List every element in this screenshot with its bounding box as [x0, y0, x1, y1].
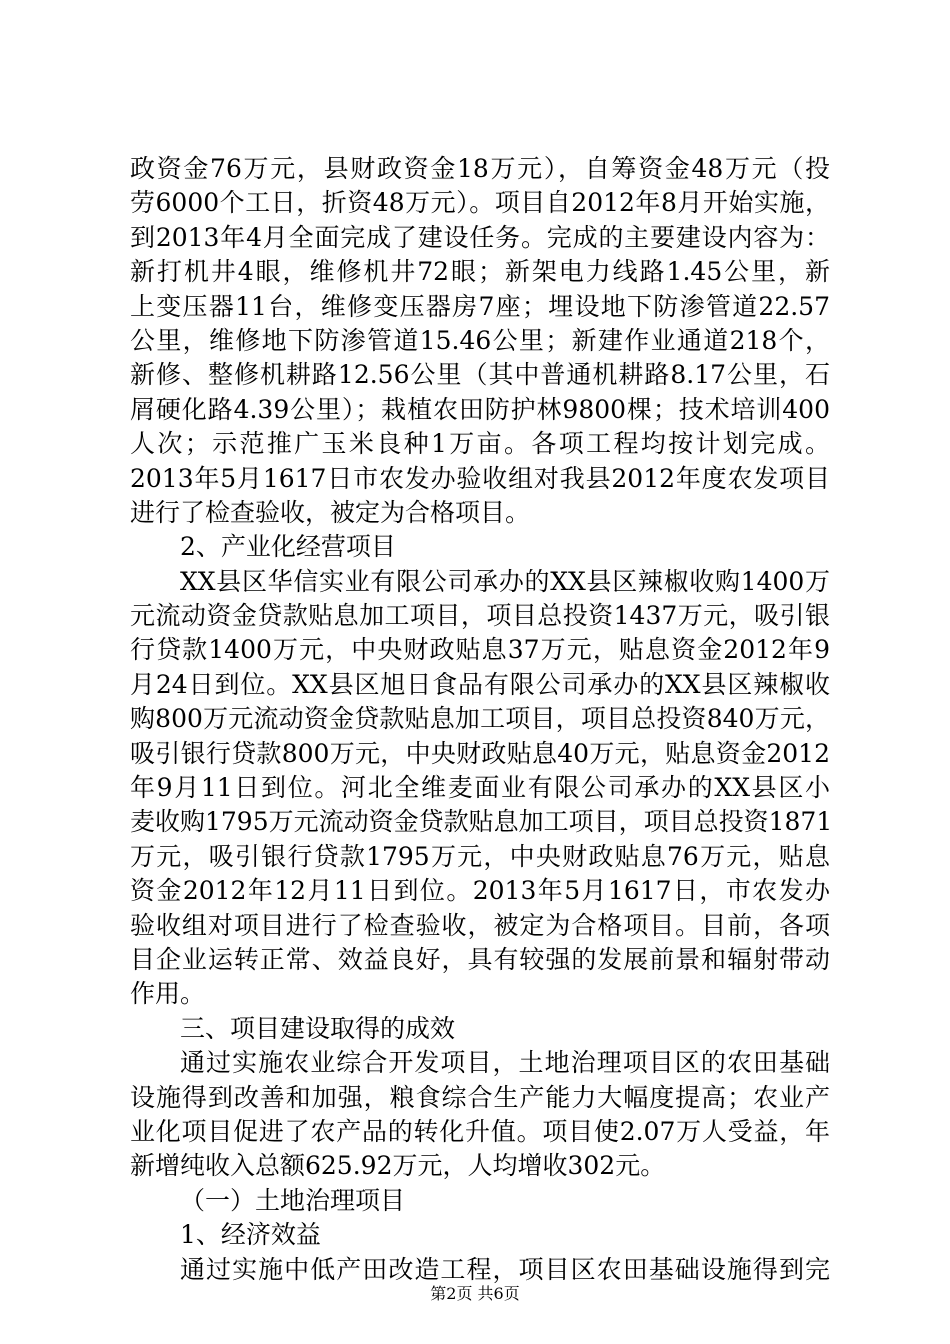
text-line: （一）土地治理项目	[180, 1185, 406, 1215]
text-line: 三、项目建设取得的成效	[180, 1013, 456, 1043]
text-line: 元流动资金贷款贴息加工项目，项目总投资1437万元，吸引银	[130, 601, 830, 631]
text-line: 进行了检查验收，被定为合格项目。	[130, 497, 531, 527]
page-footer	[0, 1284, 950, 1304]
text-line: 验收组对项目进行了检查验收，被定为合格项目。目前，各项	[130, 910, 830, 940]
text-line: 月24日到位。XX县区旭日食品有限公司承办的XX县区辣椒收	[130, 669, 830, 699]
text-line: XX县区华信实业有限公司承办的XX县区辣椒收购1400万	[180, 566, 830, 596]
text-line: 新增纯收入总额625.92万元，人均增收302元。	[130, 1151, 666, 1181]
text-line: 行贷款1400万元，中央财政贴息37万元，贴息资金2012年9	[130, 635, 830, 665]
text-line: 目企业运转正常、效益良好，具有较强的发展前景和辐射带动	[130, 944, 830, 974]
text-line: 2013年5月1617日市农发办验收组对我县2012年度农发项目	[130, 463, 830, 493]
text-line: 资金2012年12月11日到位。2013年5月1617日，市农发办	[130, 876, 830, 906]
text-line: 业化项目促进了农产品的转化升值。项目使2.07万人受益，年	[130, 1116, 830, 1146]
text-line: 设施得到改善和加强，粮食综合生产能力大幅度提高；农业产	[130, 1082, 830, 1112]
text-line: 通过实施中低产田改造工程，项目区农田基础设施得到完	[180, 1254, 830, 1284]
text-line: 吸引银行贷款800万元，中央财政贴息40万元，贴息资金2012	[130, 738, 830, 768]
text-line: 作用。	[130, 979, 206, 1009]
text-line: 劳6000个工日，折资48万元）。项目自2012年8月开始实施，	[130, 188, 830, 218]
text-line: 政资金76万元，县财政资金18万元），自筹资金48万元（投	[130, 154, 830, 183]
text-line: 2、产业化经营项目	[180, 532, 396, 562]
page-number-label: 第2页 共6页	[430, 1284, 520, 1303]
text-line: 麦收购1795万元流动资金贷款贴息加工项目，项目总投资1871	[130, 807, 833, 837]
text-line: 通过实施农业综合开发项目，土地治理项目区的农田基础	[180, 1048, 830, 1078]
text-line: 到2013年4月全面完成了建设任务。完成的主要建设内容为：	[130, 222, 830, 252]
text-line: 年9月11日到位。河北全维麦面业有限公司承办的XX县区小	[130, 773, 830, 803]
text-line: 上变压器11台，维修变压器房7座；埋设地下防渗管道22.57	[130, 291, 830, 321]
text-line: 人次；示范推广玉米良种1万亩。各项工程均按计划完成。	[130, 429, 830, 459]
text-line: 新修、整修机耕路12.56公里（其中普通机耕路8.17公里，石	[130, 360, 830, 390]
document-body	[130, 152, 833, 1287]
text-line: 1、经济效益	[180, 1220, 321, 1250]
text-line: 屑硬化路4.39公里）；栽植农田防护林9800棵；技术培训400	[130, 394, 830, 424]
text-line: 公里，维修地下防渗管道15.46公里；新建作业通道218个，	[130, 325, 830, 355]
text-line: 购800万元流动资金贷款贴息加工项目，项目总投资840万元，	[130, 704, 830, 734]
text-line: 万元，吸引银行贷款1795万元，中央财政贴息76万元，贴息	[130, 841, 830, 871]
text-line: 新打机井4眼，维修机井72眼；新架电力线路1.45公里，新	[130, 257, 830, 287]
